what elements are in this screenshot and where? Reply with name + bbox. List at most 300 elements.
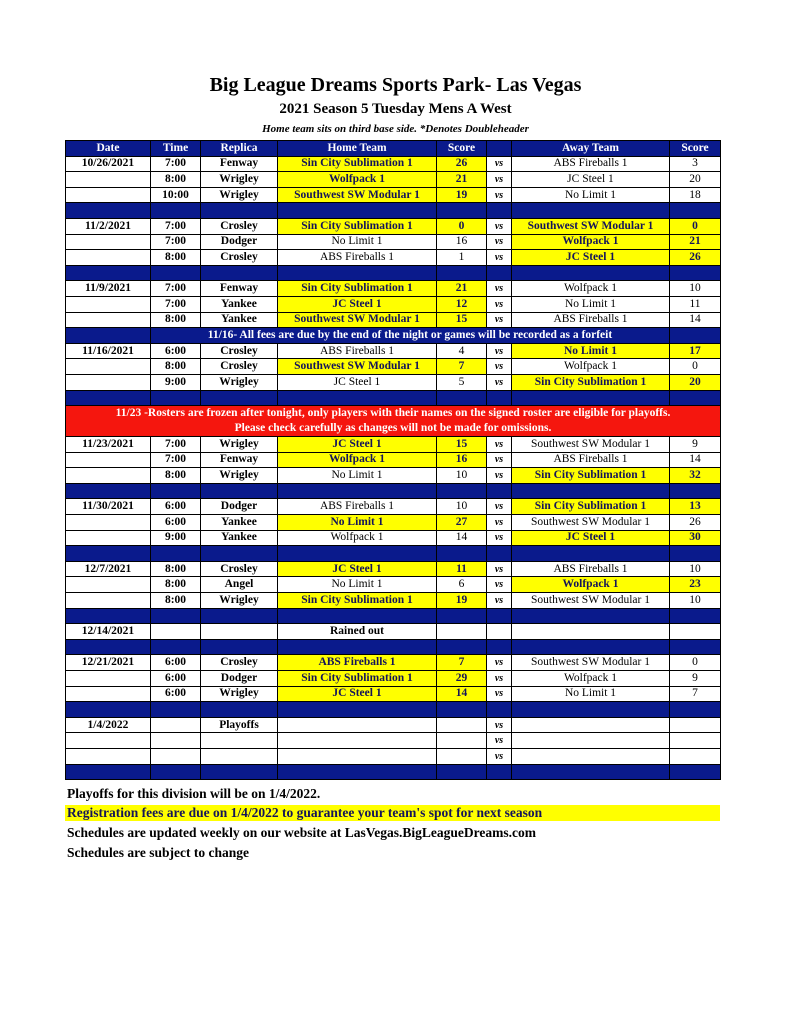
game-row [66,343,721,359]
vs-label: vs [487,733,512,749]
vs-label: vs [487,671,512,687]
home-team-cell: Wolfpack 1 [278,452,437,468]
separator-cell [670,764,721,780]
away-score-cell: 11 [670,296,721,312]
home-team-cell: Wolfpack 1 [278,530,437,546]
separator-row [66,483,721,499]
separator-cell [512,203,670,219]
separator-cell [670,546,721,562]
home-team-cell: JC Steel 1 [278,374,437,390]
separator-cell [278,390,437,406]
separator-cell [278,639,437,655]
separator-cell [670,483,721,499]
separator-cell [66,639,151,655]
home-team-cell: Sin City Sublimation 1 [278,593,437,609]
away-score-cell: 9 [670,437,721,453]
date-cell [66,733,151,749]
home-team-cell: Sin City Sublimation 1 [278,218,437,234]
date-cell [66,468,151,484]
time-cell: 6:00 [151,671,201,687]
home-team-cell: JC Steel 1 [278,561,437,577]
separator-cell [278,702,437,718]
home-score-cell [437,748,487,764]
game-row [66,468,721,484]
separator-cell [278,546,437,562]
away-score-cell: 23 [670,577,721,593]
replica-cell: Crosley [201,218,278,234]
replica-cell: Fenway [201,281,278,297]
game-row [66,437,721,453]
game-row [66,156,721,172]
time-cell: 6:00 [151,343,201,359]
away-team-cell: No Limit 1 [512,343,670,359]
away-team-cell: Southwest SW Modular 1 [512,655,670,671]
separator-cell [66,608,151,624]
date-cell [66,359,151,375]
header-home-score: Score [437,141,487,157]
away-team-cell: ABS Fireballs 1 [512,156,670,172]
date-cell [66,671,151,687]
replica-cell: Crosley [201,359,278,375]
home-score-cell: 5 [437,374,487,390]
separator-cell [512,546,670,562]
separator-cell [512,483,670,499]
separator-cell [66,546,151,562]
time-cell: 7:00 [151,234,201,250]
home-team-cell: ABS Fireballs 1 [278,655,437,671]
separator-row [66,390,721,406]
date-cell: 12/21/2021 [66,655,151,671]
separator-cell [201,702,278,718]
separator-cell [512,764,670,780]
vs-label: vs [487,156,512,172]
replica-cell: Playoffs [201,717,278,733]
home-score-cell [437,717,487,733]
replica-cell: Yankee [201,296,278,312]
date-cell [66,172,151,188]
separator-row [66,764,721,780]
separator-cell [151,608,201,624]
separator-cell [66,702,151,718]
rained-out-row [66,624,721,640]
replica-cell: Yankee [201,515,278,531]
time-cell [151,748,201,764]
header-home-team: Home Team [278,141,437,157]
game-row [66,655,721,671]
vs-label: vs [487,343,512,359]
away-team-cell: Southwest SW Modular 1 [512,515,670,531]
rained-out-text: Rained out [278,624,437,640]
home-team-cell: Sin City Sublimation 1 [278,281,437,297]
game-row [66,281,721,297]
header-away-score: Score [670,141,721,157]
game-row [66,577,721,593]
date-cell [66,187,151,203]
separator-cell [487,265,512,281]
replica-cell: Yankee [201,530,278,546]
date-cell [66,593,151,609]
away-team-cell: Sin City Sublimation 1 [512,374,670,390]
away-team-cell: ABS Fireballs 1 [512,312,670,328]
replica-cell: Wrigley [201,187,278,203]
header-date: Date [66,141,151,157]
date-cell: 1/4/2022 [66,717,151,733]
date-cell [66,234,151,250]
date-cell: 12/7/2021 [66,561,151,577]
home-team-cell: ABS Fireballs 1 [278,343,437,359]
vs-label: vs [487,686,512,702]
home-score-cell: 15 [437,437,487,453]
date-cell: 12/14/2021 [66,624,151,640]
vs-label: vs [487,468,512,484]
alert-line-1: 11/23 -Rosters are frozen after tonight, only players with their names on the signed roster are eligible for playoffs. [115,407,671,420]
away-team-cell: Sin City Sublimation 1 [512,468,670,484]
home-team-cell [278,733,437,749]
separator-cell [66,483,151,499]
separator-row [66,639,721,655]
home-score-cell: 7 [437,359,487,375]
time-cell: 7:00 [151,156,201,172]
away-score-cell: 10 [670,561,721,577]
vs-label: vs [487,172,512,188]
replica-cell: Wrigley [201,437,278,453]
date-cell [66,374,151,390]
home-team-cell: No Limit 1 [278,515,437,531]
separator-cell [670,265,721,281]
date-cell [66,577,151,593]
vs-label: vs [487,515,512,531]
away-score-cell [670,717,721,733]
away-score-cell: 21 [670,234,721,250]
alert-line-2: Please check carefully as changes will not be made for omissions. [234,422,552,435]
away-score-cell: 13 [670,499,721,515]
vs-label: vs [487,452,512,468]
replica-cell: Fenway [201,452,278,468]
replica-cell: Crosley [201,561,278,577]
away-team-cell [512,717,670,733]
home-team-cell [278,748,437,764]
date-cell [66,748,151,764]
table-header [66,141,721,157]
time-cell: 7:00 [151,281,201,297]
vs-label: vs [487,530,512,546]
home-team-cell: JC Steel 1 [278,296,437,312]
notice-cell [670,328,721,344]
home-team-cell: JC Steel 1 [278,437,437,453]
away-team-cell: JC Steel 1 [512,172,670,188]
replica-cell: Crosley [201,655,278,671]
away-team-cell: JC Steel 1 [512,250,670,266]
separator-cell [201,390,278,406]
away-team-cell [512,624,670,640]
time-cell: 6:00 [151,655,201,671]
vs-label: vs [487,281,512,297]
separator-cell [437,483,487,499]
separator-cell [512,390,670,406]
away-score-cell: 20 [670,172,721,188]
separator-cell [670,203,721,219]
home-score-cell: 16 [437,234,487,250]
date-cell [66,312,151,328]
home-team-cell: ABS Fireballs 1 [278,499,437,515]
away-score-cell: 18 [670,187,721,203]
date-cell: 10/26/2021 [66,156,151,172]
page-title: Big League Dreams Sports Park- Las Vegas [209,74,582,96]
separator-cell [437,203,487,219]
game-row [66,234,721,250]
separator-cell [670,608,721,624]
time-cell [151,624,201,640]
replica-cell: Fenway [201,156,278,172]
separator-cell [512,608,670,624]
home-score-cell: 7 [437,655,487,671]
game-row [66,515,721,531]
separator-cell [66,265,151,281]
separator-row [66,608,721,624]
separator-cell [512,265,670,281]
away-team-cell: JC Steel 1 [512,530,670,546]
separator-cell [151,390,201,406]
time-cell: 8:00 [151,312,201,328]
separator-cell [670,702,721,718]
away-score-cell [670,624,721,640]
home-score-cell [437,733,487,749]
vs-label: vs [487,187,512,203]
away-team-cell: Southwest SW Modular 1 [512,437,670,453]
separator-row [66,265,721,281]
away-score-cell: 10 [670,593,721,609]
footer-website-note: Schedules are updated weekly on our website at LasVegas.BigLeagueDreams.com [67,825,537,840]
time-cell: 8:00 [151,561,201,577]
date-cell: 11/30/2021 [66,499,151,515]
separator-cell [151,265,201,281]
time-cell: 10:00 [151,187,201,203]
separator-cell [512,639,670,655]
separator-cell [66,203,151,219]
home-score-cell: 15 [437,312,487,328]
separator-cell [487,390,512,406]
date-cell: 11/2/2021 [66,218,151,234]
replica-cell: Crosley [201,343,278,359]
replica-cell [201,733,278,749]
separator-cell [151,483,201,499]
time-cell: 6:00 [151,686,201,702]
separator-cell [487,203,512,219]
schedule-table [65,140,721,780]
footer-registration-note: Registration fees are due on 1/4/2022 to guarantee your team's spot for next season [65,805,720,821]
home-team-cell: No Limit 1 [278,468,437,484]
separator-cell [66,390,151,406]
time-cell: 8:00 [151,250,201,266]
away-score-cell: 20 [670,374,721,390]
page-subtitle: 2021 Season 5 Tuesday Mens A West [279,101,512,117]
away-team-cell: ABS Fireballs 1 [512,452,670,468]
separator-cell [201,483,278,499]
away-score-cell: 9 [670,671,721,687]
vs-label: vs [487,748,512,764]
home-score-cell: 19 [437,593,487,609]
header-vs [487,141,512,157]
game-row [66,671,721,687]
away-score-cell: 14 [670,312,721,328]
replica-cell [201,624,278,640]
separator-cell [278,608,437,624]
game-row [66,452,721,468]
home-team-cell: Sin City Sublimation 1 [278,156,437,172]
separator-cell [487,639,512,655]
away-team-cell: No Limit 1 [512,187,670,203]
separator-cell [437,702,487,718]
notice-cell [66,328,151,344]
vs-label: vs [487,717,512,733]
replica-cell [201,748,278,764]
separator-cell [201,265,278,281]
home-team-cell: Southwest SW Modular 1 [278,359,437,375]
home-score-cell: 6 [437,577,487,593]
home-score-cell [437,624,487,640]
away-team-cell: No Limit 1 [512,686,670,702]
time-cell: 7:00 [151,296,201,312]
vs-label: vs [487,296,512,312]
replica-cell: Dodger [201,499,278,515]
replica-cell: Crosley [201,250,278,266]
vs-label: vs [487,374,512,390]
notice-row [66,328,721,344]
separator-cell [278,265,437,281]
home-score-cell: 0 [437,218,487,234]
replica-cell: Dodger [201,234,278,250]
home-score-cell: 10 [437,468,487,484]
separator-cell [487,608,512,624]
vs-label: vs [487,312,512,328]
separator-cell [437,390,487,406]
playoff-row [66,748,721,764]
separator-row [66,702,721,718]
away-score-cell: 26 [670,515,721,531]
replica-cell: Wrigley [201,686,278,702]
vs-label: vs [487,359,512,375]
away-team-cell: Wolfpack 1 [512,671,670,687]
separator-cell [278,483,437,499]
separator-row [66,546,721,562]
home-team-cell: Wolfpack 1 [278,172,437,188]
alert-row [66,406,721,437]
game-row [66,172,721,188]
notice-text: 11/16- All fees are due by the end of the night or games will be recorded as a forfeit [151,328,670,344]
game-row [66,686,721,702]
away-score-cell: 26 [670,250,721,266]
game-row [66,218,721,234]
away-score-cell: 0 [670,655,721,671]
game-row [66,499,721,515]
time-cell: 7:00 [151,437,201,453]
separator-cell [487,546,512,562]
away-team-cell: Wolfpack 1 [512,234,670,250]
date-cell: 11/9/2021 [66,281,151,297]
time-cell [151,733,201,749]
replica-cell: Wrigley [201,374,278,390]
time-cell: 9:00 [151,374,201,390]
away-score-cell: 3 [670,156,721,172]
home-team-cell: No Limit 1 [278,577,437,593]
date-cell: 11/16/2021 [66,343,151,359]
date-cell [66,686,151,702]
home-score-cell: 21 [437,281,487,297]
home-team-cell: Southwest SW Modular 1 [278,312,437,328]
home-score-cell: 26 [437,156,487,172]
home-team-cell: No Limit 1 [278,234,437,250]
game-row [66,530,721,546]
replica-cell: Wrigley [201,468,278,484]
home-score-cell: 14 [437,530,487,546]
separator-cell [437,265,487,281]
home-score-cell: 19 [437,187,487,203]
separator-cell [487,764,512,780]
away-team-cell: No Limit 1 [512,296,670,312]
replica-cell: Yankee [201,312,278,328]
vs-label: vs [487,561,512,577]
separator-cell [201,203,278,219]
separator-cell [151,702,201,718]
away-score-cell [670,748,721,764]
home-score-cell: 1 [437,250,487,266]
separator-cell [437,546,487,562]
away-score-cell: 0 [670,218,721,234]
time-cell: 8:00 [151,577,201,593]
separator-cell [151,546,201,562]
home-team-cell: ABS Fireballs 1 [278,250,437,266]
separator-cell [437,764,487,780]
time-cell: 8:00 [151,359,201,375]
away-team-cell: Southwest SW Modular 1 [512,218,670,234]
away-team-cell [512,733,670,749]
separator-cell [487,702,512,718]
home-team-cell [278,717,437,733]
home-score-cell: 21 [437,172,487,188]
away-team-cell: Southwest SW Modular 1 [512,593,670,609]
home-score-cell: 14 [437,686,487,702]
replica-cell: Angel [201,577,278,593]
time-cell: 9:00 [151,530,201,546]
away-team-cell: Sin City Sublimation 1 [512,499,670,515]
time-cell: 8:00 [151,593,201,609]
home-score-cell: 29 [437,671,487,687]
replica-cell: Wrigley [201,172,278,188]
vs-label: vs [487,218,512,234]
date-cell: 11/23/2021 [66,437,151,453]
separator-cell [151,203,201,219]
home-score-cell: 16 [437,452,487,468]
separator-cell [670,639,721,655]
vs-label: vs [487,499,512,515]
game-row [66,374,721,390]
away-score-cell: 17 [670,343,721,359]
time-cell: 6:00 [151,515,201,531]
game-row [66,296,721,312]
time-cell: 8:00 [151,172,201,188]
game-row [66,593,721,609]
game-row [66,250,721,266]
vs-label: vs [487,250,512,266]
home-team-cell: Sin City Sublimation 1 [278,671,437,687]
away-score-cell [670,733,721,749]
vs-label: vs [487,577,512,593]
separator-cell [66,764,151,780]
alert-cell [66,406,721,437]
separator-cell [151,639,201,655]
playoff-row [66,717,721,733]
separator-cell [201,639,278,655]
